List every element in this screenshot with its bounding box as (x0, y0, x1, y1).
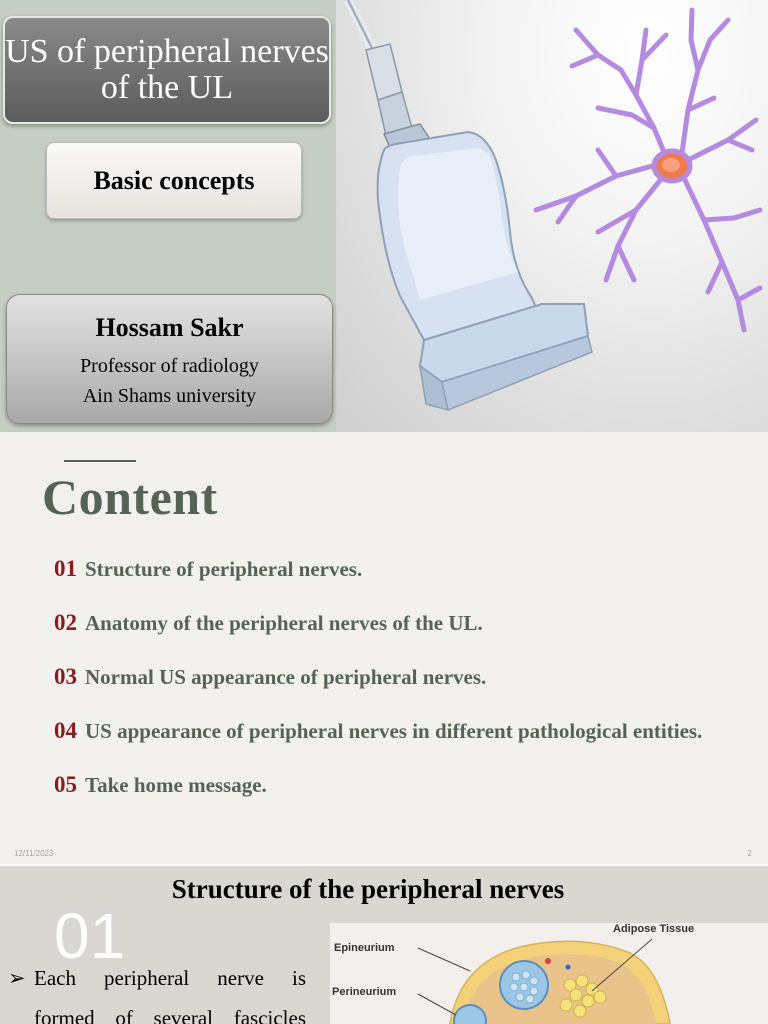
illustration (336, 0, 768, 432)
bullet-arrow-icon: ➢ (8, 966, 26, 990)
structure-slide (0, 866, 768, 1024)
footer-date: 12/11/2023 (14, 849, 54, 858)
item-text: Anatomy of the peripheral nerves of the UL. (85, 611, 483, 635)
author-box (6, 294, 333, 424)
item-number: 03 (54, 664, 77, 689)
list-item (54, 556, 702, 610)
author-name: Hossam Sakr (95, 313, 244, 342)
bullet-line: formed of several fascicles (34, 1006, 306, 1024)
item-text: Structure of peripheral nerves. (85, 557, 363, 581)
title-slide (0, 0, 768, 432)
slide-title: US of peripheral nerves of the UL (5, 33, 329, 106)
item-number: 02 (54, 610, 77, 635)
bullet-paragraph (8, 958, 306, 1024)
nerve-illustration (330, 923, 768, 1024)
author-role: Professor of radiology (80, 355, 259, 377)
title-box (3, 16, 331, 124)
label-perineurium: Perineurium (332, 986, 397, 998)
list-item (54, 772, 702, 826)
content-list (54, 556, 702, 826)
heading-rule (64, 460, 136, 462)
author-affiliation: Ain Shams university (82, 385, 257, 407)
bullet-line: Each peripheral nerve is (34, 966, 306, 990)
neuron-icon (536, 10, 760, 330)
item-number: 01 (54, 556, 77, 581)
content-slide (0, 432, 768, 864)
label-epineurium: Epineurium (334, 942, 395, 954)
item-text: Normal US appearance of peripheral nerves. (85, 665, 487, 689)
section-number: 01 (54, 900, 126, 972)
content-heading: Content (42, 469, 218, 525)
list-item (54, 664, 702, 718)
subtitle-box (46, 142, 302, 219)
slide-title: Structure of the peripheral nerves (171, 874, 565, 904)
list-item (54, 718, 702, 772)
item-text: Take home message. (85, 773, 267, 797)
list-item (54, 610, 702, 664)
item-number: 05 (54, 772, 77, 797)
nerve-cross-section-diagram (330, 923, 768, 1024)
item-number: 04 (54, 718, 77, 743)
slide-subtitle: Basic concepts (93, 165, 255, 195)
item-text: US appearance of peripheral nerves in different pathological entities. (85, 719, 703, 743)
label-adipose-tissue: Adipose Tissue (613, 923, 695, 935)
footer-page-number: 2 (747, 849, 752, 858)
